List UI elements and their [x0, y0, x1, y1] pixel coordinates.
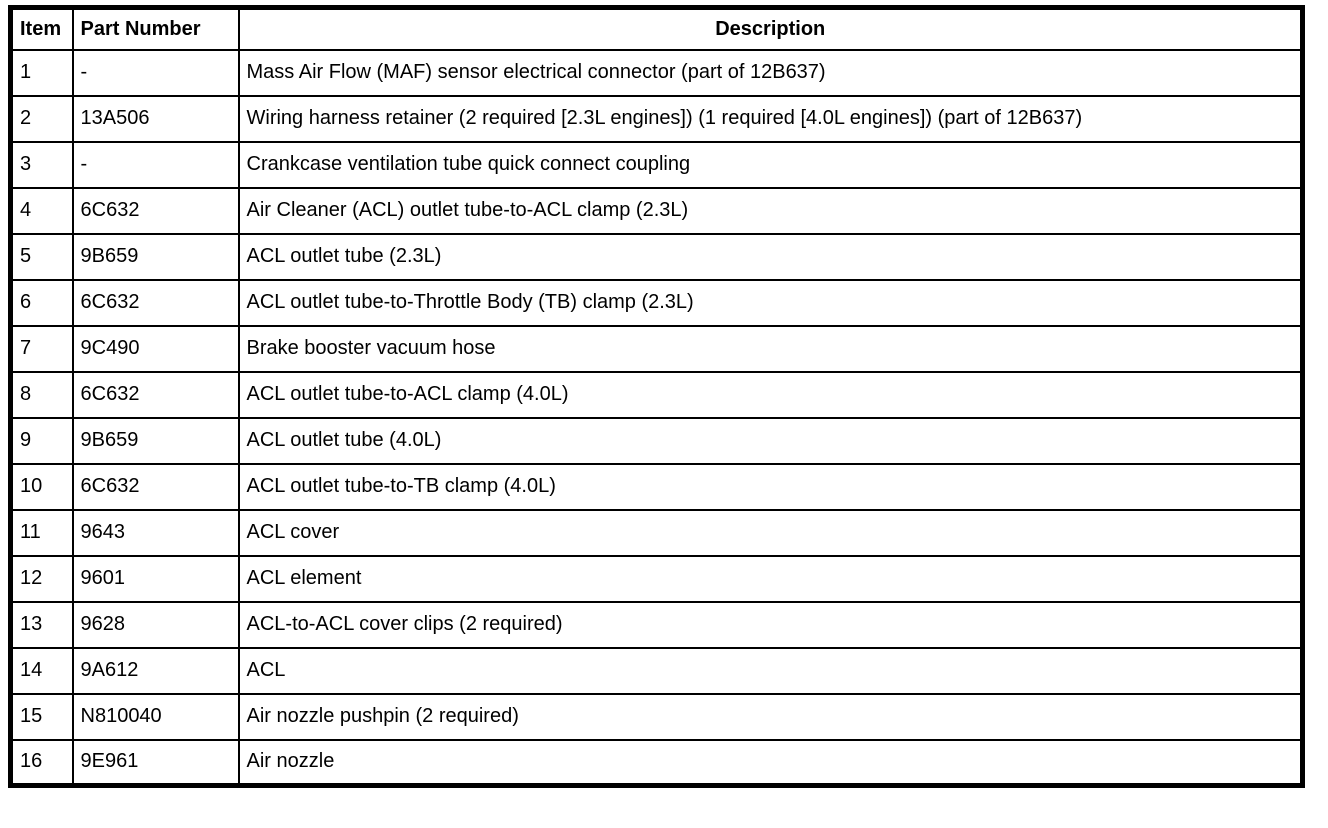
item-cell: 6	[11, 280, 73, 326]
table-row	[11, 602, 1303, 648]
item-cell: 8	[11, 372, 73, 418]
table-body	[11, 50, 1303, 786]
table-row	[11, 372, 1303, 418]
part-number-cell: -	[73, 50, 239, 96]
table-row	[11, 280, 1303, 326]
item-cell: 10	[11, 464, 73, 510]
table-row	[11, 142, 1303, 188]
part-number-cell: 13A506	[73, 96, 239, 142]
item-cell: 16	[11, 740, 73, 786]
column-header-item: Item	[11, 8, 73, 50]
table-row	[11, 188, 1303, 234]
table-row	[11, 96, 1303, 142]
description-cell: Air nozzle pushpin (2 required)	[239, 694, 1303, 740]
description-cell: Crankcase ventilation tube quick connect coupling	[239, 142, 1303, 188]
table-row	[11, 556, 1303, 602]
description-cell: ACL	[239, 648, 1303, 694]
item-cell: 5	[11, 234, 73, 280]
item-cell: 3	[11, 142, 73, 188]
description-cell: ACL outlet tube (2.3L)	[239, 234, 1303, 280]
description-cell: Wiring harness retainer (2 required [2.3L engines]) (1 required [4.0L engines]) (part of 12B637)	[239, 96, 1303, 142]
part-number-cell: 6C632	[73, 188, 239, 234]
table-row	[11, 326, 1303, 372]
part-number-cell: 9A612	[73, 648, 239, 694]
part-number-cell: N810040	[73, 694, 239, 740]
description-cell: ACL outlet tube-to-ACL clamp (4.0L)	[239, 372, 1303, 418]
table-row	[11, 234, 1303, 280]
part-number-cell: 9628	[73, 602, 239, 648]
description-cell: Air nozzle	[239, 740, 1303, 786]
description-cell: ACL cover	[239, 510, 1303, 556]
description-cell: ACL outlet tube-to-Throttle Body (TB) clamp (2.3L)	[239, 280, 1303, 326]
parts-list-table	[8, 5, 1305, 788]
description-cell: ACL outlet tube (4.0L)	[239, 418, 1303, 464]
part-number-cell: 9601	[73, 556, 239, 602]
table-header-row	[11, 8, 1303, 50]
item-cell: 1	[11, 50, 73, 96]
description-cell: Air Cleaner (ACL) outlet tube-to-ACL clamp (2.3L)	[239, 188, 1303, 234]
table-row	[11, 648, 1303, 694]
description-cell: Mass Air Flow (MAF) sensor electrical connector (part of 12B637)	[239, 50, 1303, 96]
part-number-cell: 9643	[73, 510, 239, 556]
description-cell: ACL element	[239, 556, 1303, 602]
item-cell: 7	[11, 326, 73, 372]
part-number-cell: 9B659	[73, 234, 239, 280]
part-number-cell: 9E961	[73, 740, 239, 786]
item-cell: 9	[11, 418, 73, 464]
item-cell: 4	[11, 188, 73, 234]
item-cell: 2	[11, 96, 73, 142]
part-number-cell: 6C632	[73, 372, 239, 418]
table-row	[11, 50, 1303, 96]
column-header-description: Description	[239, 8, 1303, 50]
description-cell: Brake booster vacuum hose	[239, 326, 1303, 372]
description-cell: ACL-to-ACL cover clips (2 required)	[239, 602, 1303, 648]
item-cell: 13	[11, 602, 73, 648]
description-cell: ACL outlet tube-to-TB clamp (4.0L)	[239, 464, 1303, 510]
part-number-cell: 9B659	[73, 418, 239, 464]
table-row	[11, 464, 1303, 510]
part-number-cell: 9C490	[73, 326, 239, 372]
item-cell: 15	[11, 694, 73, 740]
table-row	[11, 694, 1303, 740]
item-cell: 12	[11, 556, 73, 602]
part-number-cell: 6C632	[73, 464, 239, 510]
column-header-part-number: Part Number	[73, 8, 239, 50]
table-row	[11, 510, 1303, 556]
item-cell: 14	[11, 648, 73, 694]
part-number-cell: -	[73, 142, 239, 188]
table-row	[11, 418, 1303, 464]
part-number-cell: 6C632	[73, 280, 239, 326]
table-row	[11, 740, 1303, 786]
item-cell: 11	[11, 510, 73, 556]
